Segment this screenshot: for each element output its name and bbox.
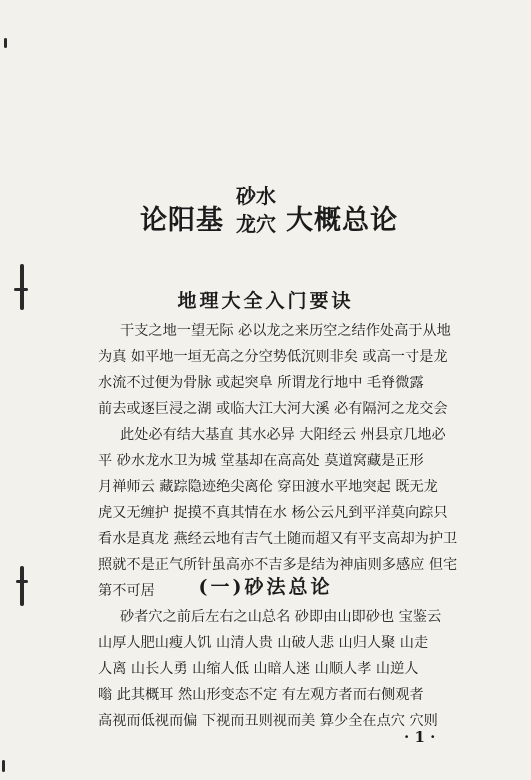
title-upper: 砂水 bbox=[236, 184, 276, 208]
text-line: 人离 山长人勇 山缩人低 山暗人迷 山顺人孝 山逆人 bbox=[98, 661, 419, 677]
title-lower: 龙穴 bbox=[236, 212, 276, 236]
text-line: 水流不过便为骨脉 或起突阜 所谓龙行地中 毛脊微露 bbox=[98, 375, 424, 391]
page-number: · 1 · bbox=[404, 728, 436, 746]
section-body bbox=[98, 318, 458, 604]
binding-mark bbox=[2, 760, 5, 772]
page-title bbox=[140, 180, 400, 250]
text-line: 看水是真龙 燕经云地有吉气土随而超又有平支高却为护卫 bbox=[98, 531, 458, 547]
text-line: 平 砂水龙水卫为城 堂基却在高高处 莫道窝藏是正形 bbox=[98, 453, 424, 469]
text-line: 山厚人肥山瘦人饥 山清人贵 山破人悲 山归人聚 山走 bbox=[98, 635, 429, 651]
title-right: 大概总论 bbox=[286, 205, 398, 236]
text-line: 第不可居 bbox=[98, 583, 155, 599]
section-body bbox=[98, 604, 458, 734]
title-left: 论阳基 bbox=[140, 205, 224, 236]
section-heading: 地理大全入门要诀 bbox=[177, 290, 354, 312]
text-line: 照就不是正气所针虽高亦不吉多是结为神庙则多感应 但宅 bbox=[98, 557, 458, 573]
text-line: 砂者穴之前后左右之山总名 砂即由山即砂也 宝鉴云 bbox=[120, 609, 442, 625]
text-line: 前去或逐巨浸之湖 或临大江大河大溪 必有隔河之龙交会 bbox=[98, 401, 448, 417]
text-line: 嗡 此其概耳 然山形变态不定 有左观方者而右侧观者 bbox=[98, 687, 424, 703]
binding-mark bbox=[4, 38, 7, 48]
text-line: 虎又无缠护 捉摸不真其情在水 杨公云凡到平洋莫向踪只 bbox=[98, 505, 448, 521]
text-line: 高视而低视而偏 下视而丑则视而美 算少全在点穴 穴则 bbox=[98, 713, 438, 729]
text-line: 此处必有结大基直 其水必异 大阳经云 州县京几地必 bbox=[120, 427, 446, 443]
text-line: 为真 如平地一垣无高之分空势低沉则非矣 或高一寸是龙 bbox=[98, 349, 448, 365]
text-line: 月禅师云 藏踪隐迹绝尖离伦 穿田渡水平地突起 既无龙 bbox=[98, 479, 438, 495]
section-heading: (一)砂法总论 bbox=[198, 576, 333, 598]
text-line: 干支之地一望无际 必以龙之来历空之结作处高于从地 bbox=[120, 323, 451, 339]
